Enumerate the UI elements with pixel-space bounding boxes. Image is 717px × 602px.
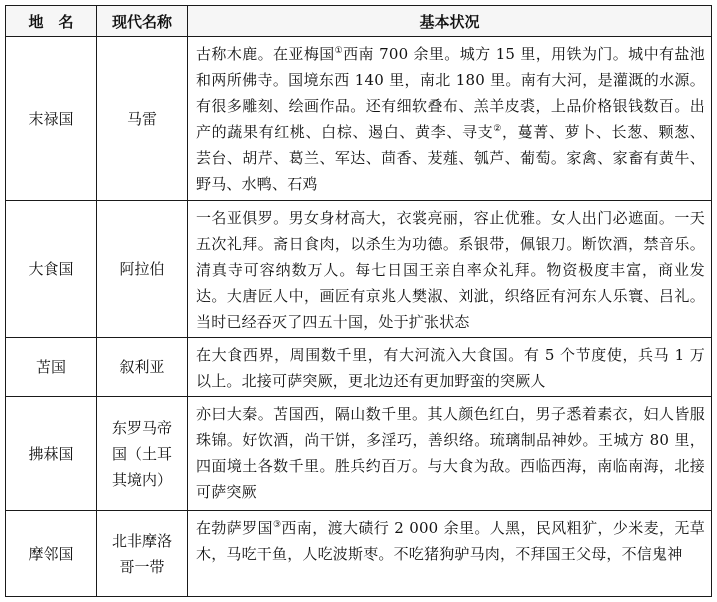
table-row	[6, 37, 712, 201]
description-cell: 一名亚俱罗。男女身材高大，衣裳亮丽，容止优雅。女人出门必遮面。一天五次礼拜。斋日食肉，以杀生为功德。系银带，佩银刀。断饮酒，禁音乐。清真寺可容纳数万人。每七日国王亲自率众礼拜。物资极度丰富，商业发达。大唐匠人中，画匠有京兆人樊淑、刘泚，织络匠有河东人乐寰、吕礼。当时已经吞灭了四五十国，处于扩张状态	[188, 201, 712, 338]
table-row	[6, 511, 712, 597]
modern-name-cell: 北非摩洛哥一带	[97, 511, 188, 597]
footnote-marker: ①	[334, 46, 344, 56]
header-modern-name: 现代名称	[97, 6, 188, 37]
regions-table	[5, 5, 712, 597]
modern-name-cell: 东罗马帝国（土耳其境内）	[97, 397, 188, 511]
modern-name-cell: 阿拉伯	[97, 201, 188, 338]
description-cell: 在大食西界，周围数千里，有大河流入大食国。有 5 个节度使，兵马 1 万以上。北接可萨突厥，更北边还有更加野蛮的突厥人	[188, 338, 712, 397]
description-cell: 亦曰大秦。苫国西，隔山数千里。其人颜色红白，男子悉着素衣，妇人皆服珠锦。好饮酒，尚干饼，多淫巧，善织络。琉璃制品神妙。王城方 80 里，四面境土各数千里。胜兵约百万。与大食为敌。西临西海，南临南海，北接可萨突厥	[188, 397, 712, 511]
description-text: 西南，渡大碛行 2 000 余里。人黑，民风粗犷，少米麦，无草木，马吃干鱼，人吃波斯枣。不吃猪狗驴马肉，不拜国王父母，不信鬼神	[196, 519, 705, 563]
modern-name-cell: 马雷	[97, 37, 188, 201]
table-row	[6, 397, 712, 511]
description-cell	[188, 37, 712, 201]
description-text: 西南 700 余里。城方 15 里，用铁为门。城中有盐池和两所佛寺。国境东西 140 里，南北 180 里。南有大河，是灌溉的水源。有很多雕刻、绘画作品。还有细软叠布、羔羊皮裘，上品价格银钱数百。出产的蔬果有红桃、白棕、遏白、黄李、寻支	[196, 45, 705, 141]
place-cell: 末禄国	[6, 37, 97, 201]
header-row	[6, 6, 712, 37]
table-row	[6, 338, 712, 397]
table-row	[6, 201, 712, 338]
header-basic-status: 基本状况	[188, 6, 712, 37]
description-text: 在勃萨罗国	[196, 519, 273, 537]
place-cell: 大食国	[6, 201, 97, 338]
description-text: 古称木鹿。在亚梅国	[196, 45, 335, 63]
place-cell: 苫国	[6, 338, 97, 397]
footnote-marker: ②	[493, 124, 503, 134]
footnote-marker: ③	[272, 520, 282, 530]
place-cell: 拂菻国	[6, 397, 97, 511]
description-text: ，蔓菁、萝卜、长葱、颗葱、芸台、胡芹、葛兰、军达、茴香、茇薤、瓠芦、葡萄。家禽、家畜有黄牛、野马、水鸭、石鸡	[196, 123, 705, 193]
header-place: 地 名	[6, 6, 97, 37]
description-cell	[188, 511, 712, 597]
place-cell: 摩邻国	[6, 511, 97, 597]
modern-name-cell: 叙利亚	[97, 338, 188, 397]
